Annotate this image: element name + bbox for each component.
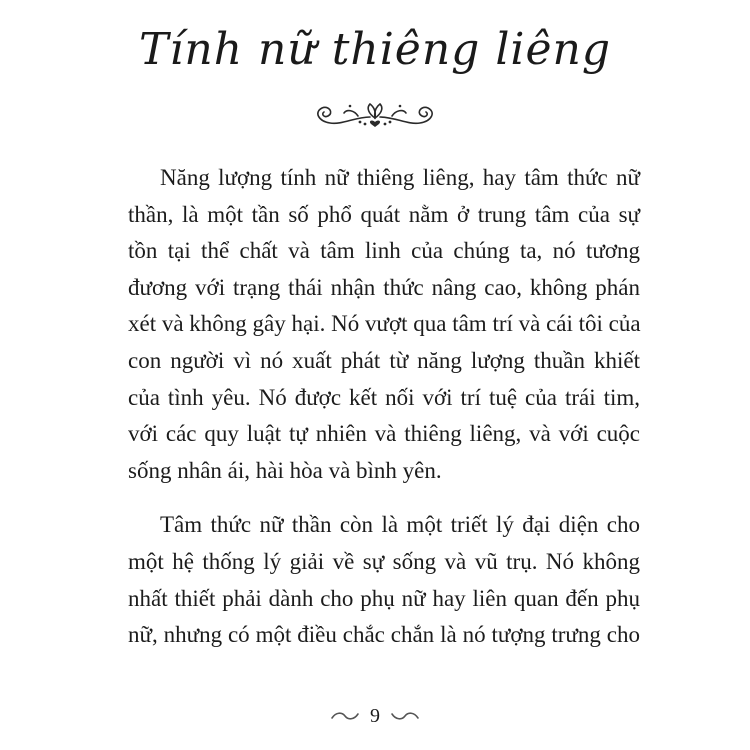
text-line: sống nhân ái, hài hòa và bình yên.: [128, 457, 442, 483]
page-number: 9: [370, 704, 380, 727]
text-line: thần, là một tần số phổ quát nằm ở trung tâm của sự: [128, 201, 640, 227]
paragraph-2: [128, 507, 640, 653]
text-line: Năng lượng tính nữ thiêng liêng, hay tâm thức nữ: [160, 165, 640, 190]
text-line: Tâm thức nữ thần còn là một triết lý đại diện cho: [160, 512, 640, 538]
text-line: con người vì nó xuất phát từ năng lượng thuần khiết: [128, 347, 640, 373]
paragraph-1: [128, 160, 640, 489]
swirl-left-icon: [330, 709, 360, 723]
swirl-right-icon: [390, 709, 420, 723]
text-line: với các quy luật tự nhiên và thiêng liêng, và với cuộc: [128, 421, 640, 447]
text-line: của tình yêu. Nó được kết nối với trí tuệ của trái tim,: [128, 384, 640, 410]
floral-divider-icon: [300, 92, 450, 136]
text-line: nữ, nhưng có một điều chắc chắn là nó tượng trưng cho: [128, 622, 640, 648]
text-line: một hệ thống lý giải về sự sống và vũ trụ. Nó không: [128, 548, 640, 574]
text-line: nhất thiết phải dành cho phụ nữ hay liên quan đến phụ: [128, 585, 640, 611]
text-line: xét và không gây hại. Nó vượt qua tâm trí và cái tôi của: [128, 311, 641, 337]
page-title: Tính nữ thiêng liêng: [138, 24, 612, 75]
text-line: tồn tại thể chất và tâm linh của chúng ta, nó tương: [128, 238, 640, 264]
body-text: [128, 160, 640, 654]
page-footer: [0, 701, 750, 731]
text-line: đương với trạng thái nhận thức nâng cao, không phán: [128, 274, 640, 300]
